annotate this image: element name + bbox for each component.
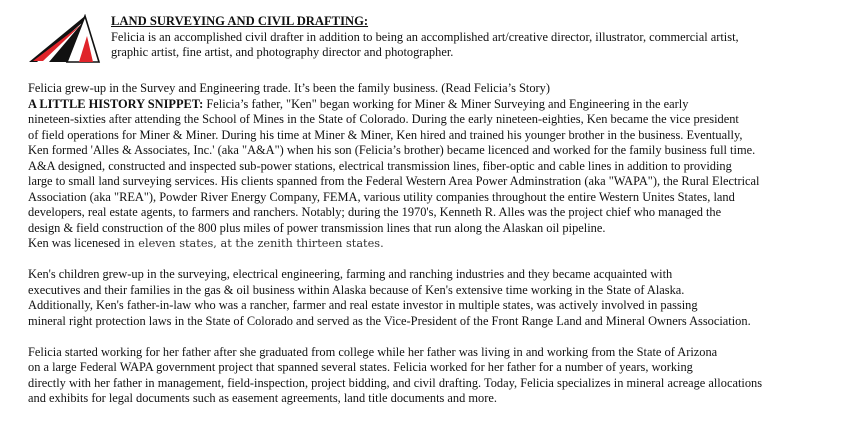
paragraph-line: directly with her father in management, field-inspection, project bidding, and civil drafting. Today, Felicia specializes in mineral acreage allocations bbox=[28, 375, 763, 390]
history-line: of field operations for Miner & Miner. During his time at Miner & Miner, Ken hired and trained his younger brother in the business. Eventually, bbox=[28, 127, 743, 142]
paragraph-line: Ken's children grew-up in the surveying, electrical engineering, farming and ranching industries and they became acquainted with bbox=[28, 267, 673, 281]
history-last-text-a: Ken was licenesed bbox=[28, 236, 121, 250]
history-line: design & field construction of the 800 plus miles of power transmission lines that run along the Alaskan oil pipeline. bbox=[28, 220, 606, 235]
history-last-text-b: in eleven states, at the zenith thirteen states. bbox=[120, 237, 384, 250]
history-line: A&A designed, constructed and inspected sub-power stations, electrical transmission lines, fiber-optic and cable lines in addition to providing bbox=[28, 158, 732, 173]
history-line: nineteen-sixties after attending the School of Mines in the State of Colorado. During the early nineteen-eighties, Ken became the vice president bbox=[28, 112, 739, 126]
paragraph-line: Felicia started working for her father after she graduated from college while her father was living in and working from the State of Arizona bbox=[28, 344, 718, 359]
heading-line: graphic artist, fine artist, and photography director and photographer. bbox=[111, 45, 454, 59]
history-line: developers, real estate agents, to farmers and ranchers. Notably; during the 1970's, Kenneth R. Alles was the project chief who managed the bbox=[28, 205, 722, 219]
heading-line: Felicia is an accomplished civil drafter in addition to being an accomplished art/creative director, illustrator, commercial artist, bbox=[111, 29, 739, 44]
history-line: Ken formed 'Alles & Associates, Inc.' (aka "A&A") when his son (Felicia’s brother) became licenced and worked for the family business full time. bbox=[28, 143, 756, 157]
page-title: LAND SURVEYING AND CIVIL DRAFTING: bbox=[111, 14, 369, 28]
paragraph-line: executives and their families in the gas & oil business within Alaska because of Ken's extensive time working in the State of Alaska. bbox=[28, 282, 685, 297]
history-first-line bbox=[28, 97, 858, 113]
section-heading bbox=[111, 14, 739, 61]
intro-text: Felicia grew-up in the Survey and Engineering trade. It’s been the family business. (Read Felicia’s Story) bbox=[28, 81, 550, 95]
history-lead: A LITTLE HISTORY SNIPPET: bbox=[28, 96, 204, 111]
history-line: large to small land surveying services. His clients spanned from the Federal Western Area Power Adminstration (aka "WAPA"), the Rural Electrical bbox=[28, 174, 760, 188]
survey-logo-icon bbox=[27, 14, 101, 64]
article-body bbox=[28, 81, 858, 407]
paragraph-line: on a large Federal WAPA government project that spanned several states. Felicia worked for her father for a number of years, working bbox=[28, 360, 693, 374]
paragraph-line: Additionally, Ken's father-in-law who was a rancher, farmer and real estate investor in multiple states, was actively involved in passing bbox=[28, 298, 698, 312]
paragraph-line: and exhibits for legal documents such as easement agreements, land title documents and more. bbox=[28, 391, 497, 405]
history-line: Association (aka "REA"), Powder River Energy Company, FEMA, various utility companies throughout the entire Western Unites States, land bbox=[28, 189, 735, 204]
paragraph-line: mineral right protection laws in the State of Colorado and served as the Vice-President of the Front Range Land and Mineral Owners Association. bbox=[28, 313, 751, 328]
history-last-line bbox=[28, 236, 858, 252]
history-first-text: Felicia’s father, "Ken" began working for Miner & Miner Surveying and Engineering in the early bbox=[203, 96, 689, 111]
